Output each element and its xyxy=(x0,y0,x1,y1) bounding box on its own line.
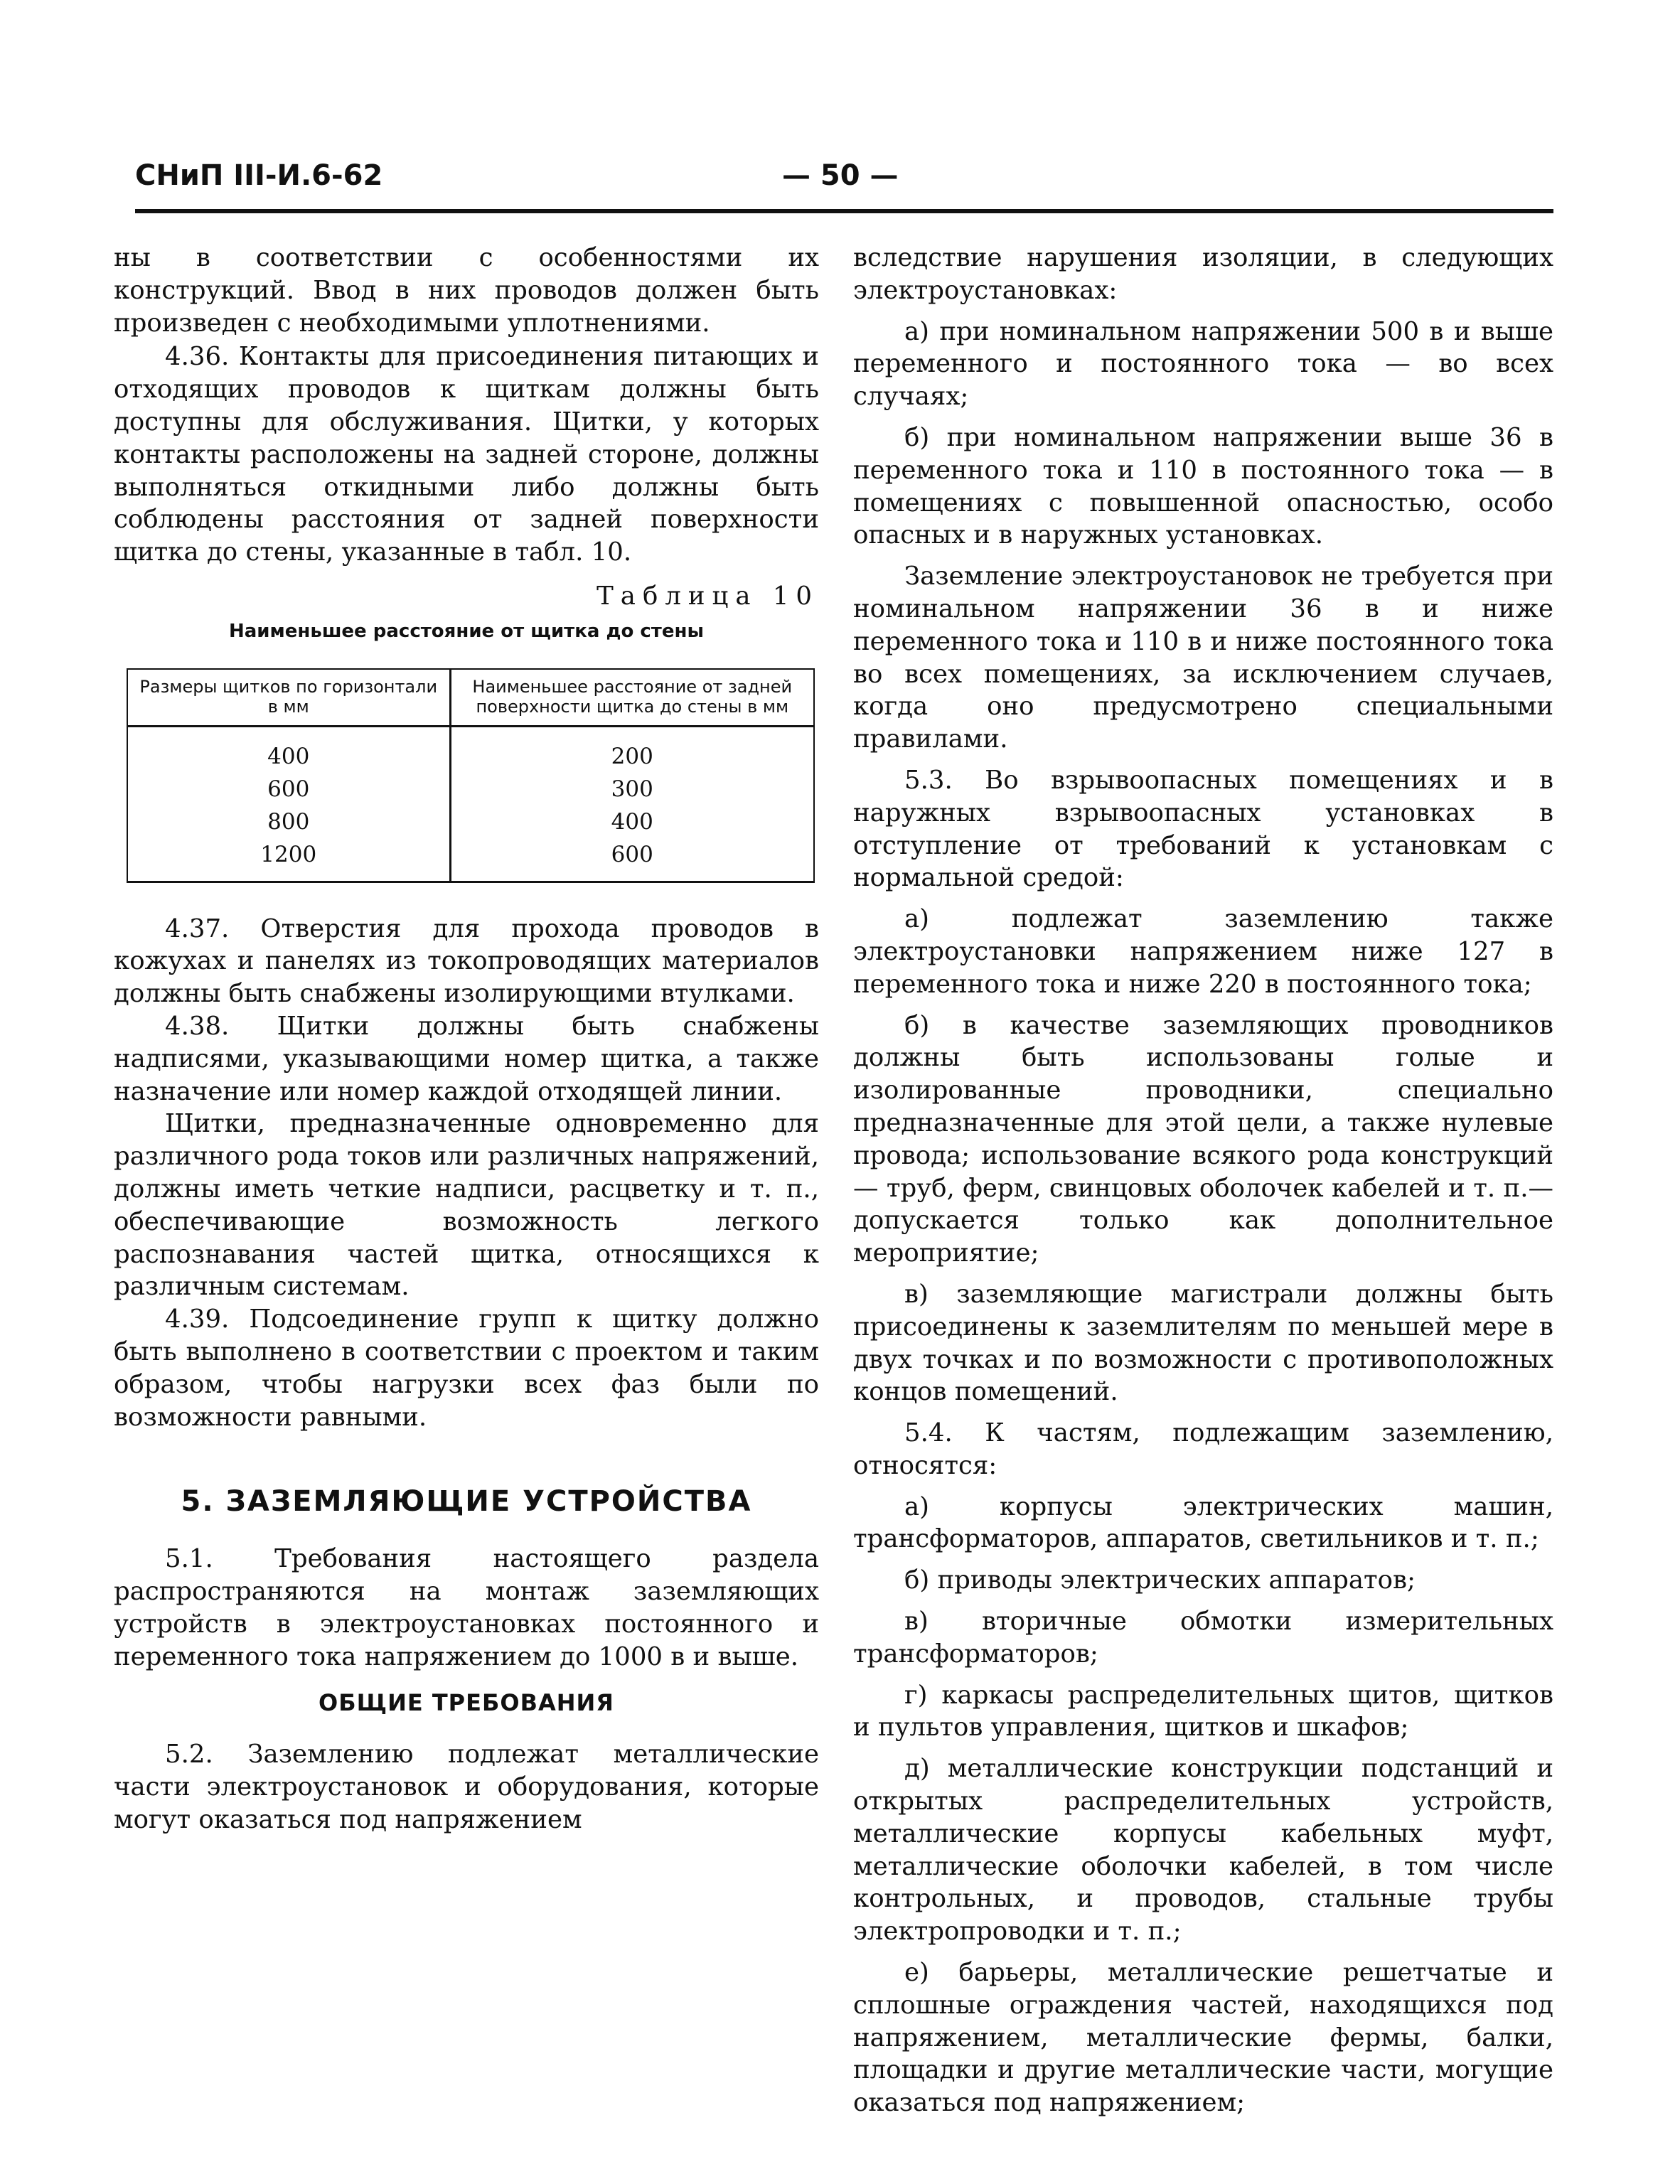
paragraph: Заземление электроустановок не требуется при номинальном напряжении 36 в и ниже переменного тока и 110 в и ниже постоянного тока во всех помещениях, за исключением случаев, когда оно предусмотрено специальными правилами. xyxy=(853,562,1553,754)
distance-table xyxy=(127,668,815,883)
list-item: б) приводы электрических аппаратов; xyxy=(904,1565,1416,1595)
table-header-min-distance: Наименьшее расстояние от задней поверхности щитка до стены в мм xyxy=(450,669,814,727)
table-header-panel-size: Размеры щитков по горизонтали в мм xyxy=(127,669,450,727)
table-cell: 400 xyxy=(127,726,450,773)
paragraph: Щитки, предназначенные одновременно для различного рода токов или различных напряжений, должны иметь четкие надписи, расцветку и т. п., обеспечивающие возможность легкого распознавания частей щитка, относящихся к различным системам. xyxy=(114,1109,819,1302)
list-item: в) вторичные обмотки измерительных трансформаторов; xyxy=(853,1607,1553,1669)
subsection-title: ОБЩИЕ ТРЕБОВАНИЯ xyxy=(319,1689,614,1717)
left-column xyxy=(114,242,819,1836)
list-item: д) металлические конструкции подстанций и открытых распределительных устройств, металлические корпусы кабельных муфт, металлические оболочки кабелей, в том числе контрольных, и проводов, стальные трубы электропроводки и т. п.; xyxy=(853,1754,1553,1947)
list-item: а) подлежат заземлению также электроустановки напряжением ниже 127 в переменного тока и ниже 220 в постоянного тока; xyxy=(853,904,1553,999)
right-column xyxy=(853,242,1553,2119)
table-title: Наименьшее расстояние от щитка до стены xyxy=(229,620,704,642)
table-row xyxy=(127,838,814,882)
list-item: а) при номинальном напряжении 500 в и выше переменного и постоянного тока — во всех случаях; xyxy=(853,316,1553,412)
list-item: б) при номинальном напряжении выше 36 в переменного тока и 110 в постоянного тока — в помещениях с повышенной опасностью, особо опасных и в наружных установках. xyxy=(853,422,1553,550)
table-row xyxy=(127,726,814,773)
paragraph: вследствие нарушения изоляции, в следующих электроустановках: xyxy=(853,243,1553,305)
header-rule xyxy=(135,209,1553,213)
table-label: Таблица 10 xyxy=(596,581,819,611)
table-cell: 200 xyxy=(450,726,814,773)
paragraph-4-36: 4.36. Контакты для присоединения питающих и отходящих проводов к щиткам должны быть доступны для обслуживания. Щитки, у которых контакты расположены на задней стороне, должны выполняться откидными либо должны быть соблюдены расстояния от задней поверхности щитка до стены, указанные в табл. 10. xyxy=(114,342,819,567)
paragraph-4-39: 4.39. Подсоединение групп к щитку должно быть выполнено в соответствии с проектом и таким образом, чтобы нагрузки всех фаз были по возможности равными. xyxy=(114,1305,819,1432)
list-item: б) в качестве заземляющих проводников должны быть использованы голые и изолированные проводники, специально предназначенные для этой цели, а также нулевые провода; использование всякого рода конструкций — труб, ферм, свинцовых оболочек кабелей и т. п.— допускается только как дополнительное мероприятие; xyxy=(853,1010,1553,1268)
table-cell: 400 xyxy=(450,805,814,838)
paragraph-5-3: 5.3. Во взрывоопасных помещениях и в наружных взрывоопасных установках в отступление от требований к установкам с нормальной средой: xyxy=(853,765,1553,893)
table-cell: 600 xyxy=(450,838,814,882)
paragraph-5-1: 5.1. Требования настоящего раздела распространяются на монтаж заземляющих устройств в электроустановках постоянного и переменного тока напряжением до 1000 в и выше. xyxy=(114,1544,819,1671)
list-item: а) корпусы электрических машин, трансформаторов, аппаратов, светильников и т. п.; xyxy=(853,1492,1553,1554)
paragraph: ны в соответствии с особенностями их конструкций. Ввод в них проводов должен быть произведен с необходимыми уплотнениями. xyxy=(114,243,819,338)
table-row xyxy=(127,773,814,805)
table-cell: 800 xyxy=(127,805,450,838)
table-row xyxy=(127,805,814,838)
list-item: е) барьеры, металлические решетчатые и сплошные ограждения частей, находящихся под напряжением, металлические фермы, балки, площадки и другие металлические части, могущие оказаться под напряжением; xyxy=(853,1958,1553,2118)
paragraph-4-37: 4.37. Отверстия для прохода проводов в кожухах и панелях из токопроводящих материалов должны быть снабжены изолирующими втулками. xyxy=(114,914,819,1009)
paragraph-4-38: 4.38. Щитки должны быть снабжены надписями, указывающими номер щитка, а также назначение или номер каждой отходящей линии. xyxy=(114,1011,819,1106)
table-cell: 300 xyxy=(450,773,814,805)
table-cell: 600 xyxy=(127,773,450,805)
list-item: в) заземляющие магистрали должны быть присоединены к заземлителям по меньшей мере в двух точках и по возможности с противоположных концов помещений. xyxy=(853,1279,1553,1407)
section-title: 5. ЗАЗЕМЛЯЮЩИЕ УСТРОЙСТВА xyxy=(181,1485,752,1519)
paragraph-5-4: 5.4. К частям, подлежащим заземлению, относятся: xyxy=(853,1418,1553,1480)
page-number: — 50 — xyxy=(782,159,899,192)
table-cell: 1200 xyxy=(127,838,450,882)
paragraph-5-2: 5.2. Заземлению подлежат металлические части электроустановок и оборудования, которые могут оказаться под напряжением xyxy=(114,1740,819,1834)
list-item: г) каркасы распределительных щитов, щитков и пультов управления, щитков и шкафов; xyxy=(853,1680,1553,1743)
document-code: СНиП III-И.6-62 xyxy=(135,159,383,192)
